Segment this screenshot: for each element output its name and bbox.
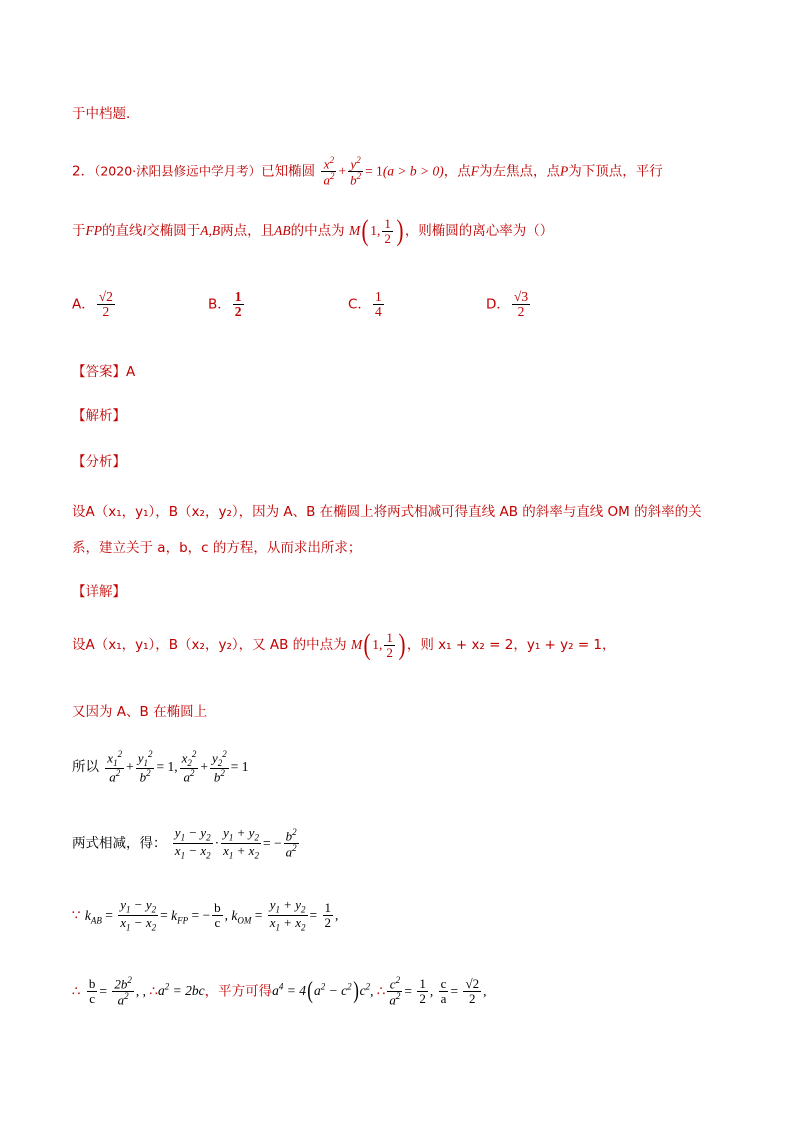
answer-tag: 【答案】A — [72, 364, 136, 380]
point-M: M — [348, 223, 361, 238]
line2-b: 的直线 — [102, 223, 143, 239]
detail-line-6: ∴ $\frac{b}{c}$ = $\frac{2b^2}{a^2}$ , , $\therefore a^2 = 2bc$，平方可得$a^4 = 4(a^2 - c^2)c^2$, ∴ $\frac{c^2}{a^2}$ = $\frac{1}{2}$ , $\frac{c}{a}$ = $\frac{√2}{2}$ , — [72, 975, 487, 1008]
option-b-value: $\frac{1}{2}$ — [234, 289, 242, 320]
option-d[interactable] — [486, 290, 532, 319]
ellipse-x-term: $\frac{x^2}{a^2}$ — [323, 155, 335, 188]
option-b[interactable] — [208, 290, 246, 319]
segment-FP: FP — [85, 223, 102, 238]
line2-a: 于 — [72, 223, 86, 239]
detail6-mid: ，平方可得 — [204, 983, 273, 1000]
detail3-prefix: 所以 — [72, 759, 99, 776]
detail1-b: ，则 x₁ + x₂ = 2，y₁ + y₂ = 1， — [406, 637, 616, 653]
point-F: F — [470, 163, 480, 179]
points-AB: A,B — [200, 223, 221, 238]
segment-AB: AB — [274, 223, 291, 238]
detail-line-4: 两式相减，得： $\frac{y_1 - y_2}{x_1 - x_2}$ · $\frac{y_1 + y_2}{x_1 + x_2}$ = − $\frac{b^2}{a^2}$ — [72, 825, 297, 861]
breakdown-line-1: 设A（x₁，y₁），B（x₂，y₂），因为 A、B 在椭圆上将两式相减可得直线 AB 的斜率与直线 OM 的斜率的关 — [72, 504, 702, 520]
detail6-prefix: ∴ — [72, 983, 81, 1000]
detail-line-5: ∵ $k_{AB}$ = $\frac{y_1 - y_2}{x_1 - x_2}$ = $k_{FP}$ = − $\frac{b}{c}$ , $k_{OM}$ = $\frac{y_1 + y_2}{x_1 + x_2}$ = $\frac{1}{2}$ , — [72, 897, 339, 933]
detail-line-2: 又因为 A、B 在椭圆上 — [72, 704, 208, 720]
detail1-a: 设A（x₁，y₁），B（x₂，y₂），又 AB 的中点为 — [72, 637, 347, 653]
question-number: 2． — [72, 163, 95, 180]
line2-c: 交椭圆于 — [146, 223, 201, 239]
option-a[interactable] — [72, 290, 117, 319]
intro-text: 于中档题． — [72, 106, 140, 122]
line2-d: 两点，且 — [220, 223, 275, 239]
option-d-label: D． — [486, 296, 510, 313]
detail5-prefix: ∵ — [72, 907, 81, 924]
detail4-prefix: 两式相减，得： — [72, 835, 167, 852]
option-b-label: B． — [208, 296, 231, 313]
question-line-2: 于FP的直线l交椭圆于A,B两点，且AB的中点为 M( 1, $\frac{1}{2}$ ) ，则椭圆的离心率为（） — [72, 214, 554, 247]
line2-f: ，则椭圆的离心率为（） — [404, 223, 554, 239]
line2-e: 的中点为 — [290, 223, 345, 239]
breakdown-tag: 【分析】 — [72, 454, 126, 470]
ellipse-y-term: $\frac{y^2}{b^2}$ — [350, 155, 362, 188]
analysis-tag: 【解析】 — [72, 408, 126, 424]
point-P: P — [560, 163, 569, 179]
option-a-value: $\frac{√2}{2}$ — [98, 289, 113, 320]
equation-rhs: = 1 — [365, 163, 383, 179]
question-source: （2020·沭阳县修远中学月考） — [94, 163, 262, 179]
line-l: l — [142, 223, 147, 238]
ellipse-condition: (a > b > 0) — [382, 163, 444, 179]
stem-b: ，点 — [443, 163, 471, 180]
stem-d: 为下顶点，平行 — [568, 163, 663, 180]
option-c-value: $\frac{1}{4}$ — [374, 289, 382, 320]
detail-line-3: 所以 $\frac{x_1^2}{a^2}$ + $\frac{y_1^2}{b^2}$ = 1, $\frac{x_2^2}{a^2}$ + $\frac{y_2^2}{b^2}$ = 1 — [72, 749, 249, 785]
detail-line-1: 设A（x₁，y₁），B（x₂，y₂），又 AB 的中点为 M( 1, $\frac{1}{2}$ ) ，则 x₁ + x₂ = 2，y₁ + y₂ = 1， — [72, 628, 616, 661]
question-stem: 已知椭圆 — [261, 163, 316, 180]
option-c[interactable] — [348, 290, 386, 319]
stem-c: 为左焦点，点 — [479, 163, 561, 180]
breakdown-line-2: 系，建立关于 a，b，c 的方程，从而求出所求； — [72, 540, 362, 556]
option-a-label: A． — [72, 296, 95, 313]
option-d-value: $\frac{√3}{2}$ — [513, 289, 529, 320]
detail-tag: 【详解】 — [72, 584, 126, 600]
midpoint-y: $\frac{1}{2}$ — [384, 215, 391, 246]
question-line-1: 2．（2020·沭阳县修远中学月考）已知椭圆 $\frac{x^2}{a^2}$ + $\frac{y^2}{b^2}$ = 1(a > b > 0)，点F为左焦点，点P为下顶点，平行 — [72, 155, 663, 188]
option-c-label: C． — [348, 296, 371, 313]
